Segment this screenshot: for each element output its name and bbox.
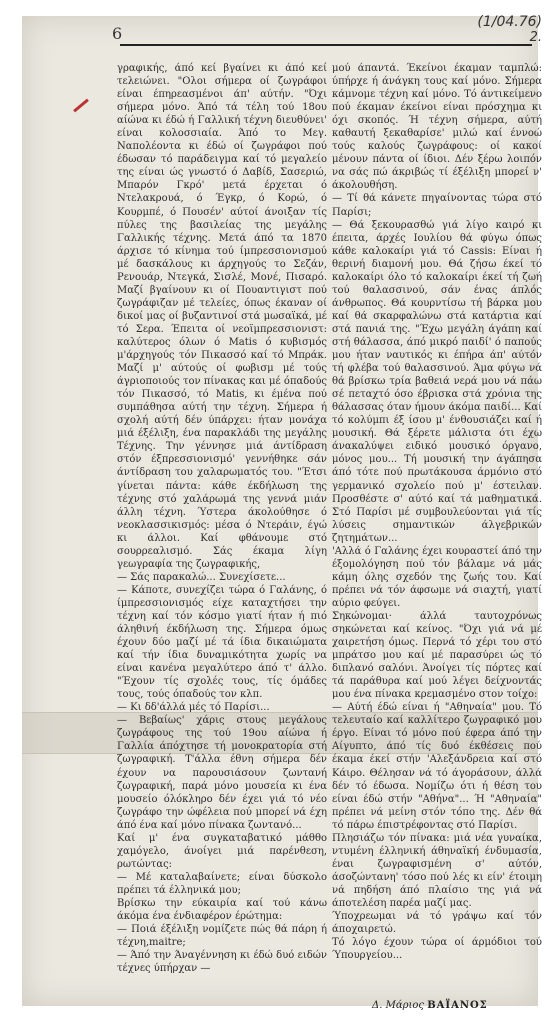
- paragraph: — Ποιά έξέλιξη νομίζετε πώς θά πάρη ή τέχνη,maitre;: [117, 924, 327, 949]
- handwritten-sub: 2.: [529, 30, 542, 45]
- paragraph: — Θά ξεκουρασθώ γιά λίγο καιρό κι έπειτα, άρχές Ιουλίου θά φύγω όπως κάθε καλοκαίρι γιά τό Cassis: Είναι ή θερινή διαμονή μου. Θά ζήσω έκεί τό καλοκαίρι όλο τό καλοκαίρι έκεί τή ζωή τού θαλασσινού, σάν ένας άπλός άνθρωπος. Θά κουρντίσω τή βάρκα μου καί θά σκαρφαλώνω στά κατάρτια καί στά πανιά της. "Έχω μεγάλη άγάπη καί στή θάλασσα, άπό μικρό παιδί' ό παπούς μου ήταν ναυτικός κι έπήρα άπ' αύτόν τή φλέβα τού θαλασσινού. Άμα φύγω νά θά βρίσκω τρία βαθειά νερά μου νά πάω σέ πεταχτό όσο έβρισκα στά χρόνια της θάλασσας όταν ήμουν άκόμα παιδί... Καί τό κολύμπι έξ ίσου μ' ένθουσιάζει καί ή μουσική. Θά ξέρετε μάλιστα ότι έχω άνακαλύψει ειδικό μουσικό όργανο, μόνος μου... Τή μουσική την άγάπησα άπό τότε πού πρωτάκουσα άρμόνιο στό γερμανικό σχολείο πού μ' έστειλαν. Προσθέστε σ' αύτό καί τά μαθηματικά. Στό Παρίσι μέ συμβουλεύονται γιά τίς λύσεις σημαντικών άλγεβρικών ζητημάτων...: [332, 219, 542, 544]
- handwritten-date: (1/04.76): [477, 14, 542, 30]
- paragraph: 'Αλλά ό Γαλάνης έχει κουραστεί άπό την έξομολόγηση πού τόν βάλαμε νά μάς κάμη όλης σχεδόν της ζωής του. Καί πρέπει νά τόν άφσωμε νά σιαχτή, γιατί αύριο φεύγει.: [332, 545, 542, 609]
- paragraph: Βρίσκω την εύκαιρία καί τού κάνω άκόμα ένα ένδιαφέρον έρώτημα:: [117, 898, 327, 923]
- handwritten-note: [462, 14, 542, 46]
- paragraph: — Τί θά κάνετε πηγαίνοντας τώρα στό Παρίσι;: [332, 193, 542, 218]
- page-number: 6: [112, 24, 123, 43]
- paragraph: Ύποχρεωμαι νά τό γράψω καί τόν άποχαιρετώ.: [332, 911, 542, 936]
- paragraph: Σηκώνομαι· άλλά ταυτοχρόνως σηκώνεται καί κείνος. "Όχι γιά νά μέ χαιρετήση όμως. Περνά τό χέρι του στό μπράτσο μου καί μέ παρασύρει ώς τό διπλανό σαλόνι. Άνοίγει τίς πόρτες καί τά παράθυρα καί μού λέγει δείχνοντάς μου ένα πίνακα κρεμασμένο στον τοίχο:: [332, 610, 542, 701]
- paragraph: — Κάποτε, συνεχίζει τώρα ό Γαλάνης, ό ίμπρεσσιονισμός είχε καταχτήσει την τέχνη καί τόν κόσμο γιατί ήταν ή πιό άληθινή έκδήλωση της. Σήμερα όμως έχουν δύο μαζί μέ τά ίδια δικαιώματα καί τήν ίδια δυναμικότητα χωρίς να είναι κανένα μεγαλύτερο άπό τ' άλλο. "Έχουν τίς σχολές τους, τίς όμάδες τους, τούς όπαδούς τον κλπ.: [117, 584, 327, 701]
- left-column: [117, 62, 327, 975]
- paragraph: — Αύτή έδώ είναι ή "Αθηναία" μου. Τό τελευταίο καί καλλίτερο ζωγραφικό μου έργο. Είναι τό μόνο πού έφερα άπό την Αίγυπτο, άπό τίς δυό έκθέσεις πού έκαμα έκεί στήν 'Αλεξάνδρεια καί στό Κάιρο. Θέλησαν νά τό άγοράσουν, άλλά δέν τό έδωσα. Νομίζω ότι ή θέση του είναι έδώ στήν "Αθήνα"... Ή "Αθηναία" πρέπει νά μείνη στόν τόπο της. Δέν θά τό πάρω έπιστρέφοντας στό Παρίσι.: [332, 702, 542, 831]
- paragraph: γραφικής, άπό κεί βγαίνει κι άπό κεί τελειώνει. "Ολοι σήμερα οί ζωγράφοι είναι έπηρεασμένοι άπ' αύτήν. "Όχι σήμερα μόνο. Άπό τά τέλη τού 18ου αίώνα κι έδώ ή Γαλλική τέχνη διευθύνει' είναι κολοσσιαία. Άπό το Μεγ. Ναπολέοντα κι έδώ οί ζωγράφοι πού έδωσαν τό παράδειγμα καί τό μεγαλείο της είναι ώς γνωστό ό Δαβίδ, Σασεριώ, Μπαρόν Γκρό' μετά έρχεται ό Ντελακρουά, ό Έγκρ, ό Κορώ, ό Κουρμπέ, ό Πουσέν' αύτοί άνοιξαν τίς πύλες της βασιλείας της μεγάλης Γαλλικής τέχνης. Μετά άπό τα 1870 άρχισε τό κίνημα τού ίμπρεσσιονισμού μέ δασκάλους κι άρχηγούς το Σεζάν, Ρενουάρ, Ντεγκά, Σισλέ, Μονέ, Πισαρό. Μαζί βγαίνουν κι οί Πουαντιγιστ πού ζωγράφιζαν μέ τελείες, όπως έκαναν οί δικοί μας οί βυζαντινοί στά μωσαϊκά, μέ τό Σερα. Έπειτα οί νεοϊμπρεσσιονιστ: καλύτερος όλων ό Matis ό κυβισμός μ'άρχηγούς τόν Πικασσό καί τό Μπράκ. Μαζί μ' αύτούς οί φωβισμ μέ τούς άγριοποιούς τον πίνακας και μέ όπαδούς τόν Πικασσό, τό Matis, κι έμένα πού συμπάθησα αύτή την τέχνη. Σήμερα ή σχολή αύτή δέν ύπάρχει: ήταν μονάχα μιά έξέλιξη, ένα παρακλάδι της μεγάλης Τέχνης. Την γέννησε μιά άντίδραση στόν έξπρεσσιονισμό' γεννήθηκε σάν άντίδραση του χαλαρωματός του. "Έτσι γίνεται πάντα: κάθε έκδήλωση της τέχνης στό χαλάρωμά της γεννά μιάν άλλη τέχνη. Ύστερα άκολούθησε ό νεοκλασσικισμός: μέσα ό Ντεράιν, έγώ κι άλλοι. Καί φθάνουμε στό σουρρεαλισμό. Σάς έκαμα λίγη γεωγραφία της ζωγραφικής,: [117, 63, 327, 570]
- right-column: [332, 62, 542, 962]
- paragraph: μού άπαντά. Έκείνοι έκαμαν ταμπλώ: ύπήρχε ή άνάγκη τους καί μόνο. Σήμερα κάμνομε τέχνη καί μόνο. Τό άντικείμενο πού έκαμαν έκείνοι είναι πρόσχημα κι όχι σκοπός. Ή τέχνη σήμερα, αύτή καθαυτή ξεκαθαρίσε' μιλώ καί έννοώ τούς καλούς ζωγράφους: οί κακοί μένουν πάντα οί ίδιοι. Δέν ξέρω λοιπόν να σάς πώ άκριβώς τί έξέλιξη μπορεί ν' άκολουθήση.: [332, 63, 542, 192]
- paragraph: — Κι δδ'άλλά μές τό Παρίσι...: [117, 702, 270, 714]
- paragraph: — Άπό την Άναγέννηση κι έδώ δυό ειδών τέχνες ύπήρχαν —: [117, 950, 327, 975]
- paragraph: Τό λόγο έχουν τώρα οί άρμόδιοι τού Ύπουργείου...: [332, 937, 542, 962]
- paragraph: Πλησιάζω τόν πίνακα: μιά νέα γυναίκα, ντυμένη έλληνική άθηναϊκή ένδυμασία, έναι ζωγραφισμένη σ' αύτόν, άσοζώντανη' τόσο πού λές κι είν' έτοιμη νά πηδήση άπό πλαίσιο της γιά νά άποτελέση παρέα μαζί μας.: [332, 832, 542, 909]
- paragraph: — Βεβαίως' χάρις στους μεγάλους ζωγράφους της τού 19ου αίώνα ή Γαλλία άπόχτησε τή μονοκρατορία στή ζωγραφική. Τ'άλλα έθνη σήμερα δέν έχουν να παρουσιάσουν ζωντανή ζωγραφική, παρά μόνο μουσεία κι ένα μουσείο όλόκληρο δέν έχει γιά τό νέο ζωγράφο την ώφέλεια πού μπορεί νά έχη άπό ένα καί μόνο πίνακα ζωντανό...: [117, 715, 327, 831]
- paragraph: — Σάς παρακαλώ... Συνεχίσετε...: [117, 571, 286, 583]
- byline-surname: ΒΑΪΑΝΟΣ: [427, 1000, 488, 1011]
- byline: [372, 1000, 488, 1011]
- byline-initial: Δ. Μάριος: [372, 1000, 424, 1011]
- paragraph: — Μέ καταλαβαίνετε; είναι δύσκολο πρέπει τά έλληνικά μου;: [117, 871, 327, 896]
- paragraph: Καί μ' ένα συγκαταβατικό μάθθο χαμόγελο, άνοίγει μιά παρένθεση, ρωτώντας:: [117, 832, 327, 870]
